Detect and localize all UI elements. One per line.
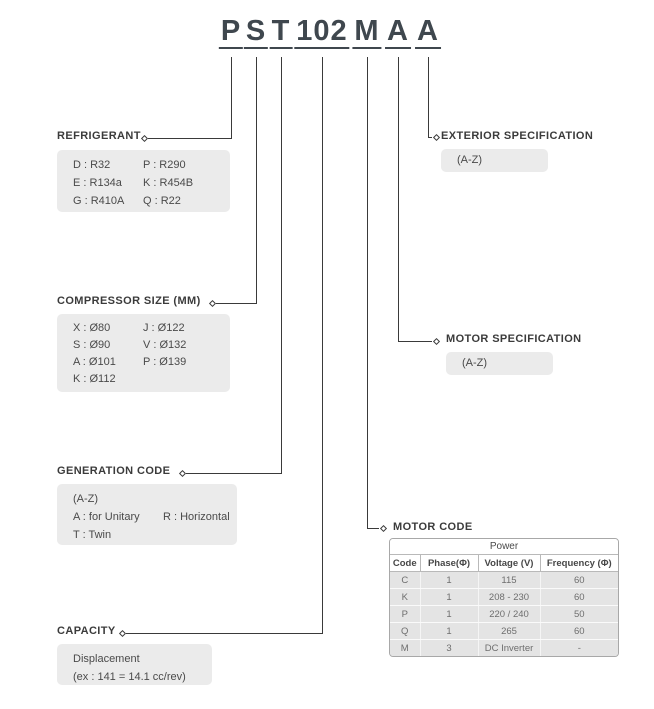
refrigerant-code: Q : R22 — [143, 195, 181, 207]
motor-code-cell: 60 — [540, 572, 618, 589]
motor-specification-range: (A-Z) — [462, 357, 488, 369]
refrigerant-code: P : R290 — [143, 159, 186, 171]
connector-exterior-spec-horizontal — [428, 137, 432, 138]
compressor-size-code: V : Ø132 — [143, 339, 187, 351]
connector-compressor-size-horizontal — [216, 303, 257, 304]
exterior-specification-range: (A-Z) — [457, 154, 483, 166]
section-title-motor-specification: MOTOR SPECIFICATION — [446, 333, 582, 345]
connector-motor-spec-vertical — [398, 57, 399, 341]
connector-motor-spec-horizontal — [398, 341, 432, 342]
motor-code-cell: - — [540, 640, 618, 657]
refrigerant-code: D : R32 — [73, 159, 111, 171]
motor-code-cell: 1 — [420, 623, 478, 640]
refrigerant-code: E : R134a — [73, 177, 122, 189]
section-title-capacity: CAPACITY — [57, 625, 116, 637]
connector-refrigerant-horizontal — [148, 138, 232, 139]
capacity-box — [57, 644, 212, 685]
connector-generation-vertical — [281, 57, 282, 473]
capacity-line: Displacement — [73, 653, 140, 665]
motor-code-table-row — [390, 572, 618, 589]
model-code-segment-exterior-spec: A — [415, 16, 441, 49]
exterior-specification-box — [441, 149, 548, 172]
motor-code-table-row — [390, 606, 618, 623]
model-code-segment-capacity: 102 — [294, 16, 349, 49]
section-title-compressor-size: COMPRESSOR SIZE (MM) — [57, 295, 201, 307]
motor-code-column-header: Voltage (V) — [478, 555, 540, 572]
connector-refrigerant-arrow-icon — [141, 135, 148, 142]
section-title-generation-code: GENERATION CODE — [57, 465, 171, 477]
connector-refrigerant-vertical — [231, 57, 232, 138]
motor-code-cell: DC Inverter — [478, 640, 540, 657]
motor-code-table — [389, 538, 619, 657]
section-title-motor-code: MOTOR CODE — [393, 521, 473, 533]
motor-code-column-header: Code — [390, 555, 420, 572]
motor-code-cell: 60 — [540, 623, 618, 640]
motor-code-cell: M — [390, 640, 420, 657]
motor-code-cell: P — [390, 606, 420, 623]
model-code-segment-motor-code: M — [352, 16, 381, 49]
connector-motor-spec-arrow-icon — [433, 338, 440, 345]
connector-capacity-vertical — [322, 57, 323, 633]
connector-generation-arrow-icon — [179, 470, 186, 477]
motor-code-column-header: Phase(Φ) — [420, 555, 478, 572]
motor-code-cell: 265 — [478, 623, 540, 640]
refrigerant-code: K : R454B — [143, 177, 194, 189]
compressor-size-code: K : Ø112 — [73, 373, 116, 385]
motor-code-column-header: Frequency (Φ) — [540, 555, 618, 572]
generation-code-entry: A : for Unitary — [73, 511, 140, 523]
motor-code-table-row — [390, 640, 618, 657]
motor-code-table-row — [390, 589, 618, 606]
compressor-size-code: X : Ø80 — [73, 322, 111, 334]
generation-code-entry: T : Twin — [73, 529, 112, 541]
motor-code-cell: Q — [390, 623, 420, 640]
connector-capacity-horizontal — [126, 633, 323, 634]
connector-exterior-spec-vertical — [428, 57, 429, 137]
motor-code-cell: 208 - 230 — [478, 589, 540, 606]
connector-motor-code-horizontal — [367, 528, 379, 529]
refrigerant-code: G : R410A — [73, 195, 125, 207]
connector-motor-code-arrow-icon — [380, 525, 387, 532]
compressor-size-code: P : Ø139 — [143, 356, 187, 368]
motor-code-cell: 50 — [540, 606, 618, 623]
motor-code-cell: 1 — [420, 572, 478, 589]
compressor-size-code: A : Ø101 — [73, 356, 116, 368]
motor-specification-box — [446, 352, 553, 375]
motor-code-cell: 220 / 240 — [478, 606, 540, 623]
connector-compressor-size-arrow-icon — [209, 300, 216, 307]
refrigerant-codes-box — [57, 150, 230, 212]
model-code-segment-generation: T — [270, 16, 293, 49]
capacity-line: (ex : 141 = 14.1 cc/rev) — [73, 671, 186, 683]
connector-motor-code-vertical — [367, 57, 368, 528]
connector-generation-horizontal — [186, 473, 282, 474]
motor-code-cell: K — [390, 589, 420, 606]
model-code-segment-motor-spec: A — [385, 16, 411, 49]
motor-code-table-group-header: Power — [390, 539, 618, 555]
compressor-size-code: J : Ø122 — [143, 322, 185, 334]
connector-exterior-spec-arrow-icon — [433, 134, 440, 141]
section-title-refrigerant: REFRIGERANT — [57, 130, 141, 142]
section-title-exterior-specification: EXTERIOR SPECIFICATION — [441, 130, 594, 142]
generation-code-box — [57, 484, 237, 545]
connector-compressor-size-vertical — [256, 57, 257, 303]
compressor-size-code: S : Ø90 — [73, 339, 111, 351]
generation-code-entry: R : Horizontal — [163, 511, 230, 523]
motor-code-cell: 1 — [420, 589, 478, 606]
motor-code-cell: 1 — [420, 606, 478, 623]
model-code-segment-refrigerant: P — [219, 16, 243, 49]
connector-capacity-arrow-icon — [119, 630, 126, 637]
motor-code-table-row — [390, 623, 618, 640]
motor-code-cell: C — [390, 572, 420, 589]
motor-code-cell: 3 — [420, 640, 478, 657]
model-code-segment-compressor-size: S — [244, 16, 268, 49]
compressor-size-codes-box — [57, 314, 230, 392]
generation-code-range: (A-Z) — [73, 493, 99, 505]
motor-code-cell: 60 — [540, 589, 618, 606]
motor-code-cell: 115 — [478, 572, 540, 589]
